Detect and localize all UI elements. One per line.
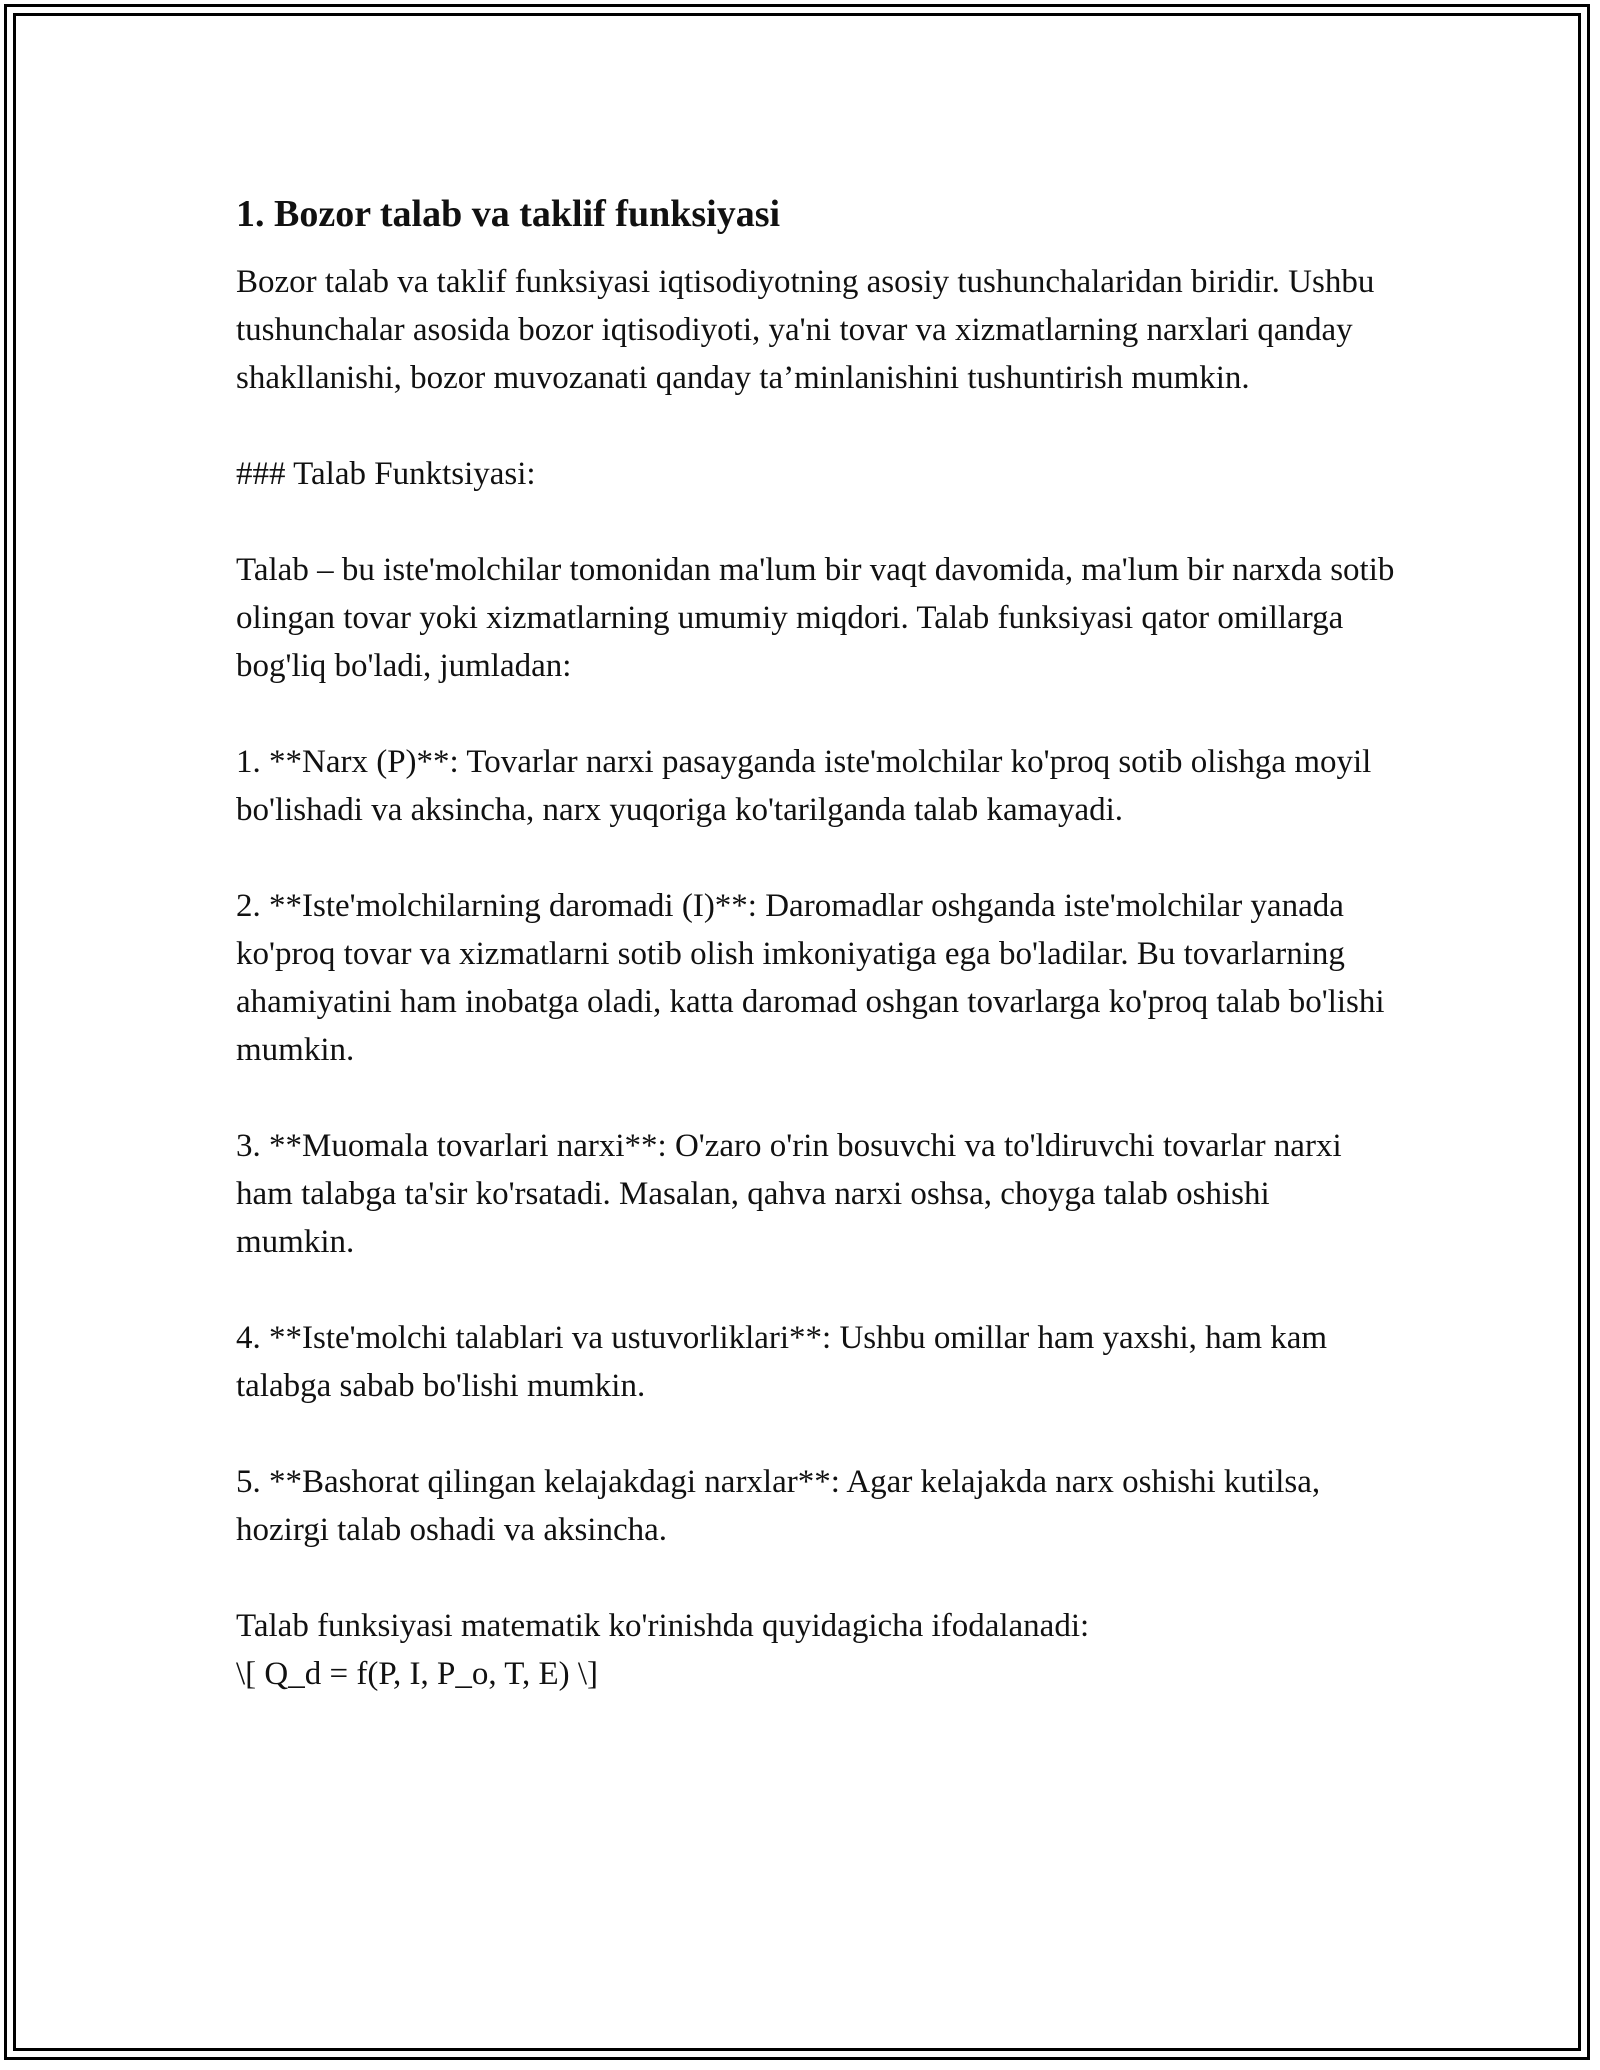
list-item-talablar-ustuvorliklar: 4. **Iste'molchi talablari va ustuvorliklari**: Ushbu omillar ham yaxshi, ham kam talabga sabab bo'lishi mumkin. (236, 1320, 1328, 1404)
list-item-narx: 1. **Narx (P)**: Tovarlar narxi pasayganda iste'molchilar ko'proq sotib olishga moyil bo'lishadi va aksincha, narx yuqoriga ko'tarilganda talab kamayadi. (236, 744, 1372, 828)
list-item-kelajakdagi-narxlar: 5. **Bashorat qilingan kelajakdagi narxlar**: Agar kelajakda narx oshishi kutilsa, hozirgi talab oshadi va aksincha. (236, 1464, 1321, 1548)
list-item-muomala-tovarlari: 3. **Muomala tovarlari narxi**: O'zaro o'rin bosuvchi va to'ldiruvchi tovarlar narxi ham talabga ta'sir ko'rsatadi. Masalan, qahva narxi oshsa, choyga talab oshishi mumkin. (236, 1128, 1342, 1260)
document-page (236, 190, 1396, 1698)
document-title: 1. Bozor talab va taklif funksiyasi (236, 193, 781, 235)
formula: \[ Q_d = f(P, I, P_o, T, E) \] (236, 1656, 599, 1692)
intro-paragraph: Bozor talab va taklif funksiyasi iqtisodiyotning asosiy tushunchalaridan biridir. Ushbu tushunchalar asosida bozor iqtisodiyoti, ya'ni tovar va xizmatlarning narxlari qanday shakllanishi, bozor muvozanati qanday ta’minlanishini tushuntirish mumkin. (236, 264, 1375, 396)
definition-paragraph: Talab – bu iste'molchilar tomonidan ma'lum bir vaqt davomida, ma'lum bir narxda sotib olingan tovar yoki xizmatlarning umumiy miqdori. Talab funksiyasi qator omillarga bog'liq bo'ladi, jumladan: (236, 552, 1395, 684)
list-item-daromad: 2. **Iste'molchilarning daromadi (I)**: Daromadlar oshganda iste'molchilar yanada ko'proq tovar va xizmatlarni sotib olish imkoniyatiga ega bo'ladilar. Bu tovarlarning ahamiyatini ham inobatga oladi, katta daromad oshgan tovarlarga ko'proq talab bo'lishi mumkin. (236, 888, 1385, 1068)
subheading-talab-funktsiyasi: ### Talab Funktsiyasi: (236, 456, 536, 492)
formula-intro: Talab funksiyasi matematik ko'rinishda quyidagicha ifodalanadi: (236, 1608, 1090, 1644)
